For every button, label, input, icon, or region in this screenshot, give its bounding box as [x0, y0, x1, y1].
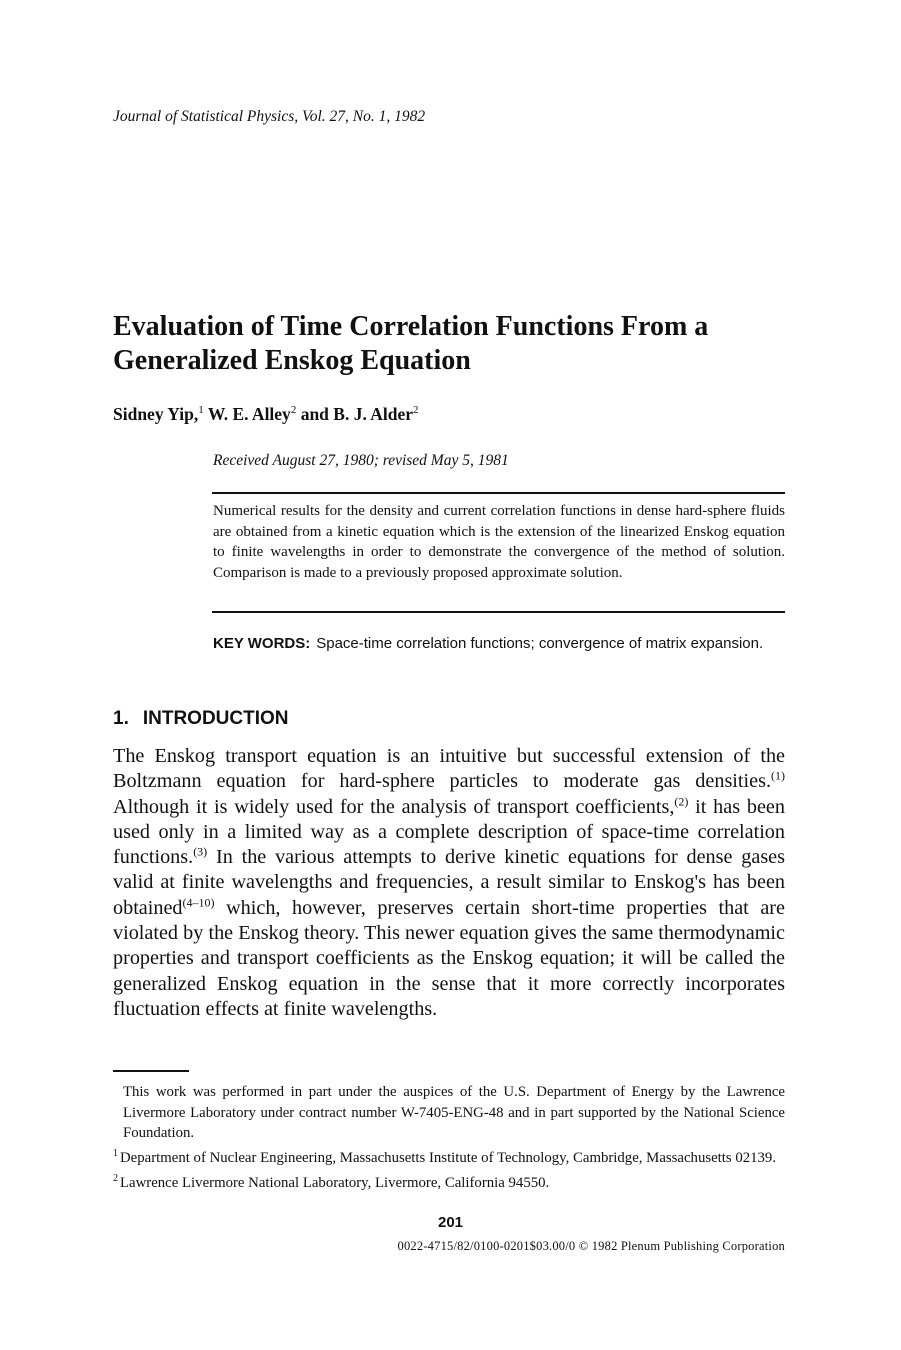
- footnote-funding: This work was performed in part under the auspices of the U.S. Department of Energy by the Lawrence Livermore Laboratory under contract number W-7405-ENG-48 and in part supported by the National Science Foundation.: [123, 1084, 785, 1142]
- footnotes: [113, 1082, 785, 1193]
- author-joiner: and: [300, 404, 329, 424]
- copyright-line: 0022-4715/82/0100-0201$03.00/0 © 1982 Plenum Publishing Corporation: [397, 1239, 785, 1253]
- introduction-paragraph: [113, 744, 785, 1022]
- title-line-2: Generalized Enskog Equation: [113, 345, 471, 376]
- footnote-mark: 2: [113, 1172, 118, 1184]
- footnote-rule: [113, 1070, 189, 1072]
- citation-ref: (3): [193, 844, 208, 859]
- footnote-text: Department of Nuclear Engineering, Massachusetts Institute of Technology, Cambridge, Massachusetts 02139.: [120, 1150, 777, 1167]
- footnote-mark: 1: [113, 1148, 118, 1160]
- section-heading: [113, 708, 289, 730]
- footnote-text: Lawrence Livermore National Laboratory, Livermore, California 94550.: [120, 1174, 550, 1191]
- title-line-1: Evaluation of Time Correlation Functions From a: [113, 311, 709, 342]
- citation-ref: (2): [674, 793, 689, 808]
- keywords-label: KEY WORDS:: [213, 635, 311, 652]
- author-name: B. J. Alder: [333, 404, 414, 424]
- abstract-bottom-rule: [212, 611, 785, 613]
- author-affiliation-mark: 1: [198, 404, 204, 417]
- citation-ref: (4–10): [182, 895, 215, 910]
- section-title: INTRODUCTION: [142, 708, 289, 729]
- keywords: [213, 633, 785, 654]
- author-name: Sidney Yip,: [113, 404, 199, 424]
- keywords-text: Space-time correlation functions; convergence of matrix expansion.: [316, 635, 764, 652]
- footnote-2: [113, 1169, 785, 1194]
- footnote-1: [113, 1144, 785, 1169]
- received-dates: Received August 27, 1980; revised May 5, 1981: [213, 452, 509, 469]
- abstract-text: Numerical results for the density and current correlation functions in dense hard-sphere fluids are obtained from a kinetic equation which is the extension of the linearized Enskog equation to finite wavelengths in order to demonstrate the convergence of the method of solution. Comparison is made to a previously proposed approximate solution.: [213, 503, 785, 582]
- intro-text: In the various attempts to derive kinetic equations for dense gases valid at finite wavelengths and frequencies, a result similar to Enskog's has been obtained: [113, 846, 785, 919]
- author-name: W. E. Alley: [207, 404, 291, 424]
- intro-text: it has been used only in a limited way as a complete description of space-time correlation functions.: [113, 795, 785, 869]
- page-number: 201: [437, 1214, 464, 1231]
- abstract-top-rule: [212, 492, 785, 494]
- intro-text: which, however, preserves certain short-time properties that are violated by the Enskog theory. This newer equation gives the same thermodynamic properties and transport coefficients as the Enskog equation; it will be called the generalized Enskog equation in the sense that it more correctly incorporates fluctuation effects at finite wavelengths.: [113, 896, 785, 1020]
- author-affiliation-mark: 2: [413, 404, 419, 417]
- journal-citation: Journal of Statistical Physics, Vol. 27, No. 1, 1982: [113, 108, 426, 125]
- citation-ref: (1): [771, 768, 785, 783]
- intro-text: The Enskog transport equation is an intuitive but successful extension of the Boltzmann equation for hard-sphere particles to moderate gas densities.: [113, 745, 785, 793]
- section-number: 1.: [113, 708, 129, 729]
- author-list: [113, 404, 419, 425]
- author-affiliation-mark: 2: [290, 404, 297, 417]
- intro-text: Although it is widely used for the analysis of transport coefficients,: [113, 795, 675, 818]
- paper-title: [113, 310, 813, 378]
